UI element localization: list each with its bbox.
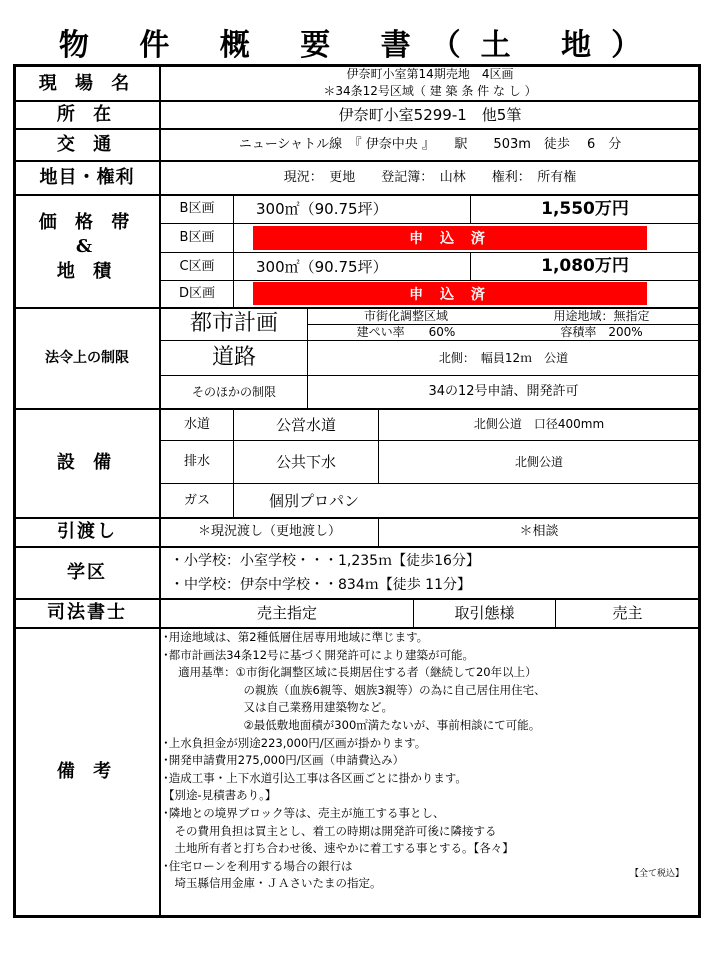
tax-included-note: 【全て税込】: [630, 869, 685, 879]
biko-line: ･造成工事・上下水道引込工事は各区画ごとに掛かります。: [163, 770, 467, 785]
kotsu-label: 交 通: [56, 133, 118, 155]
sonota-value: 34の12号申請、開発許可: [428, 384, 579, 400]
hikiwatashi-value: ＊現況渡し（更地渡し）: [197, 524, 341, 540]
biko-line: ②最低敷地面積が300㎡満たないが、事前相談にて可能。: [163, 717, 541, 732]
shiho-label: 司法書士: [47, 602, 127, 624]
biko-line: ･都市計画法34条12号に基づく開発許可により建築が可能。: [163, 647, 475, 662]
elementary-school: ・小学校：小室学校・・・1,235ｍ【徒歩16分】: [170, 552, 480, 569]
suido-type: 公営水道: [275, 415, 336, 434]
section-b-price: 1,550万円: [541, 198, 629, 219]
genba-zone: ＊34条12号区域（ 建 築 条 件 な し ）: [323, 83, 537, 98]
biko-line: 又は自己業務用建築物など。: [163, 700, 393, 715]
haisui-label: 排水: [183, 454, 210, 470]
biko-line: ･開発申請費用275,000円/区画（申請費込み）: [163, 753, 405, 768]
biko-notes: [163, 629, 693, 893]
biko-line: 埼玉縣信用金庫・ＪＡさいたまの指定。: [163, 876, 382, 891]
shozai-value: 伊奈町小室5299-1 他5筆: [338, 105, 522, 124]
section-b2-label: B区画: [179, 230, 215, 246]
genba-label: 現 場 名: [38, 72, 136, 94]
biko-line: その費用負担は買主とし、着工の時期は開発許可後に隣接する: [163, 823, 497, 838]
youseki-ritsu: 容積率 200%: [560, 325, 643, 340]
torihiki-value: 売主: [612, 604, 643, 622]
page-title: 物 件 概 要 書（土 地）: [58, 28, 662, 63]
doro-value: 北側： 幅員12ｍ 公道: [438, 350, 569, 365]
section-b-area: 300㎡（90.75坪）: [256, 200, 388, 218]
gas-type: 個別プロパン: [268, 491, 359, 510]
toshi-zone: 市街化調整区域: [363, 308, 448, 323]
section-c-area: 300㎡（90.75坪）: [256, 257, 388, 276]
section-c-label: C区画: [179, 258, 215, 274]
kakaku-label: 価 格 帯: [38, 212, 136, 234]
suido-label: 水道: [183, 416, 210, 432]
kenpei-ritsu: 建ぺい率 60%: [356, 325, 456, 340]
shiho-value: 売主指定: [256, 604, 317, 622]
biko-line: ･上水負担金が別途223,000円/区画が掛かります。: [163, 735, 427, 750]
haisui-type: 公共下水: [275, 453, 336, 471]
section-b-label: B区画: [179, 201, 215, 217]
hourei-label: 法令上の制限: [45, 349, 129, 366]
hikiwatashi-label: 引渡し: [57, 521, 117, 543]
setsubi-label: 設 備: [56, 452, 118, 474]
biko-line: ･隣地との境界ブロック等は、売主が施工する事とし、: [163, 805, 445, 820]
biko-line: 適用基準：①市街化調整区域に長期居住する者（継続して20年以上）: [163, 665, 537, 680]
chimoku-label: 地目・権利: [39, 166, 135, 188]
section-c-price: 1,080万円: [541, 256, 629, 277]
biko-line: の親族（血族6親等、姻族3親等）の為に自己居住用住宅、: [163, 682, 546, 697]
biko-line: 土地所有者と打ち合わせ後、速やかに着工する事とする。【各々】: [163, 841, 514, 856]
sold-badge-b: 申 込 済: [253, 226, 647, 250]
hikiwatashi-consult: ＊相談: [519, 524, 559, 540]
haisui-detail: 北側公道: [514, 454, 563, 469]
kotsu-value: ニューシャトル線 『 伊奈中央 』 駅 503m 徒歩 6 分: [238, 136, 622, 152]
biko-label: 備 考: [56, 761, 118, 783]
suido-detail: 北側公道 口径400mm: [473, 417, 605, 432]
kakaku-amp: &: [75, 236, 99, 258]
gas-label: ガス: [183, 492, 210, 508]
biko-line: ･用途地域は、第2種低層住居専用地域に準じます。: [163, 630, 429, 644]
toshi-keikaku-label: 都市計画: [189, 310, 278, 336]
shozai-label: 所 在: [56, 103, 118, 125]
sonota-label: そのほかの制限: [191, 384, 276, 399]
genba-name: 伊奈町小室第14期売地 4区画: [346, 66, 514, 81]
chimoku-value: 現況： 更地 登記簿： 山林 権利： 所有権: [283, 169, 577, 185]
youto-chiiki: 用途地域：無指定: [553, 308, 650, 323]
section-d-label: D区画: [178, 286, 215, 302]
chiseki-label: 地 積: [56, 261, 118, 283]
biko-line: ･住宅ローンを利用する場合の銀行は: [163, 858, 353, 873]
doro-label: 道路: [211, 344, 256, 370]
junior-high-school: ・中学校：伊奈中学校・・834ｍ【徒歩 11分】: [170, 576, 471, 593]
sold-badge-d: 申 込 済: [253, 282, 647, 305]
biko-line: 【別途-見積書あり。】: [163, 788, 277, 803]
gakku-label: 学区: [67, 561, 107, 583]
torihiki-label: 取引態様: [454, 604, 515, 622]
